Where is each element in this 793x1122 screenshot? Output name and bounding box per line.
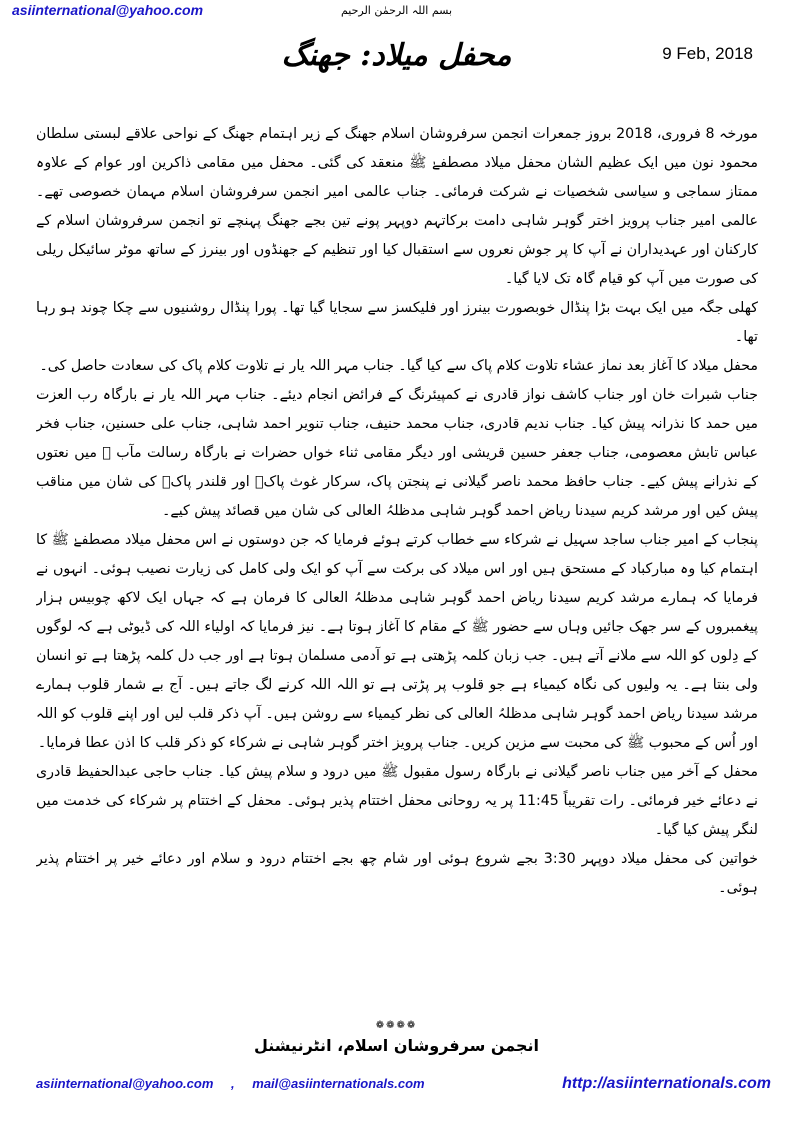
- paragraph-intro: مورخہ 8 فروری، 2018 بروز جمعرات انجمن سرفروشان اسلام جھنگ کے زیر اہتمام جھنگ کے نواحی علاقے لبستی سلطان محمود نون میں ایک عظیم الشان محفل میلاد مصطفےٰ ﷺ منعقد کی گئی۔ محفل میں مقامی ذاکرین اور عوام کے علاوہ ممتاز سماجی و سیاسی شخصیات نے شرکت فرمائی۔ جناب عالمی امیر انجمن سرفروشان اسلام مہمان خصوصی تھے۔ عالمی امیر جناب پرویز اختر گوہر شاہی دامت برکاتہم دوپہر پونے تین بجے جھنگ پہنچے تو انجمن سرفروشان اسلام کے کارکنان اور عہدیداران نے آپ کا پر جوش نعروں سے استقبال کیا اور تنظیم کے جھنڈوں اور بینرز کے ساتھ موٹر سائیکل ریلی کی صورت میں آپ کو قیام گاہ تک لایا گیا۔: [36, 126, 758, 287]
- footer-email-yahoo[interactable]: asiinternational@yahoo.com: [36, 1076, 214, 1091]
- paragraph-opening: محفل میلاد کا آغاز بعد نماز عشاء تلاوت کلام پاک سے کیا گیا۔ جناب مہر اللہ یار نے تلاوت کلام پاک کی سعادت حاصل کی۔: [39, 358, 758, 374]
- header-email[interactable]: asiinternational@yahoo.com: [12, 2, 204, 18]
- paragraph-women-gathering: خواتین کی محفل میلاد دوپہر 3:30 بجے شروع ہوئی اور شام چھ بجے اختتام درود و سلام اور دعائے خیر پر اختتام پذیر ہوئی۔: [36, 851, 758, 896]
- paragraph-performers: جناب شبرات خان اور جناب کاشف نواز قادری نے کمپیئرنگ کے فرائض انجام دیئے۔ جناب مہر اللہ یار نے بارگاہ رب العزت میں حمد کا نذرانہ پیش کیا۔ جناب ندیم قادری، جناب محمد حنیف، جناب تنویر احمد شاہی، جناب علی حسنین، جناب فخر عباس تابش معصومی، جناب جعفر حسین قریشی اور دیگر مقامی ثناء خواں حضرات نے بارگاہ رسالت مآب ﷺ میں نعتوں کے نذرانے پیش کیے۔ جناب حافظ محمد ناصر گیلانی نے پنجتن پاک، سرکار غوث پاکؒ اور قلندر پاکؒ کی شان میں مناقب پیش کیں اور مرشد کریم سیدنا ریاض احمد گوہر شاہی مدظلہُ العالی کی شان میں قصائد پیش کیے۔: [36, 387, 758, 519]
- footer-separator: ,: [231, 1076, 235, 1091]
- paragraph-venue: کھلی جگہ میں ایک بہت بڑا پنڈال خوبصورت بینرز اور فلیکسز سے سجایا گیا تھا۔ پورا پنڈال روشنیوں سے چکا چوند ہو رہا تھا۔: [36, 300, 758, 345]
- document-date: 9 Feb, 2018: [662, 44, 753, 63]
- footer-email-mail[interactable]: mail@asiinternationals.com: [252, 1076, 425, 1091]
- footer-website-link[interactable]: http://asiinternationals.com: [562, 1075, 771, 1092]
- paragraph-closing: محفل کے آخر میں جناب ناصر گیلانی نے بارگاہ رسول مقبول ﷺ میں درود و سلام پیش کیا۔ جناب حاجی عبدالحفیظ قادری نے دعائے خیر فرمائی۔ رات تقریباً 11:45 پر یہ روحانی محفل اختتام پذیر ہوئی۔ محفل کے اختتام پر شرکاء کی خدمت میں لنگر پیش کیا گیا۔: [36, 764, 758, 838]
- footer-emails: [36, 1076, 425, 1091]
- decorative-stars: ❁❁❁❁: [375, 1020, 418, 1031]
- bismillah: بسم اللہ الرحمٰن الرحیم: [340, 4, 453, 17]
- paragraph-speech: پنجاب کے امیر جناب ساجد سہیل نے شرکاء سے خطاب کرتے ہوئے فرمایا کہ جن دوستوں نے اس محفل میلاد مصطفےٰ ﷺ کا اہتمام کیا وہ مبارکباد کے مستحق ہیں اور اس میلاد کی برکت سے آپ کو ایک ولی کامل کی زیارت نصیب ہوئی۔ انہوں نے فرمایا کہ ہمارے مرشد کریم سیدنا ریاض احمد گوہر شاہی مدظلہُ العالی کا فرمان ہے کہ جہاں ایک لاکھ چوبیس ہزار پیغمبروں کے سر جھک جائیں وہاں سے حضور ﷺ کے مقام کا آغاز ہوتا ہے۔ نیز فرمایا کہ اولیاء اللہ کی ڈیوٹی ہے کہ لوگوں کے دِلوں کو اللہ سے ملانے آتے ہیں۔ جب زبان کلمہ پڑھتی ہے تو آدمی مسلمان ہوتا ہے اور جب دل کلمہ پڑھتا ہے تو انسان ولی بنتا ہے۔ یہ ولیوں کی نگاہ کیمیاء ہے جو قلوب پر پڑتی ہے تو اللہ اللہ کرنے لگ جاتے ہیں۔ آج بے شمار قلوب ہمارے مرشد سیدنا ریاض احمد گوہر شاہی مدظلہُ العالی کی نظر کیمیاء سے روشن ہیں۔ آپ ذکر قلب لیں اور اپنے قلوب کو اللہ اور اُس کے محبوب ﷺ کی محبت سے مزین کریں۔ جناب پرویز اختر گوہر شاہی نے شرکاء کو ذکر قلب کا اذن عطا فرمایا۔: [36, 532, 758, 751]
- article-body: [36, 120, 758, 1010]
- page-title: محفل میلاد: جھنگ: [281, 38, 512, 73]
- organization-name: انجمن سرفروشان اسلام، انٹرنیشنل: [253, 1036, 540, 1055]
